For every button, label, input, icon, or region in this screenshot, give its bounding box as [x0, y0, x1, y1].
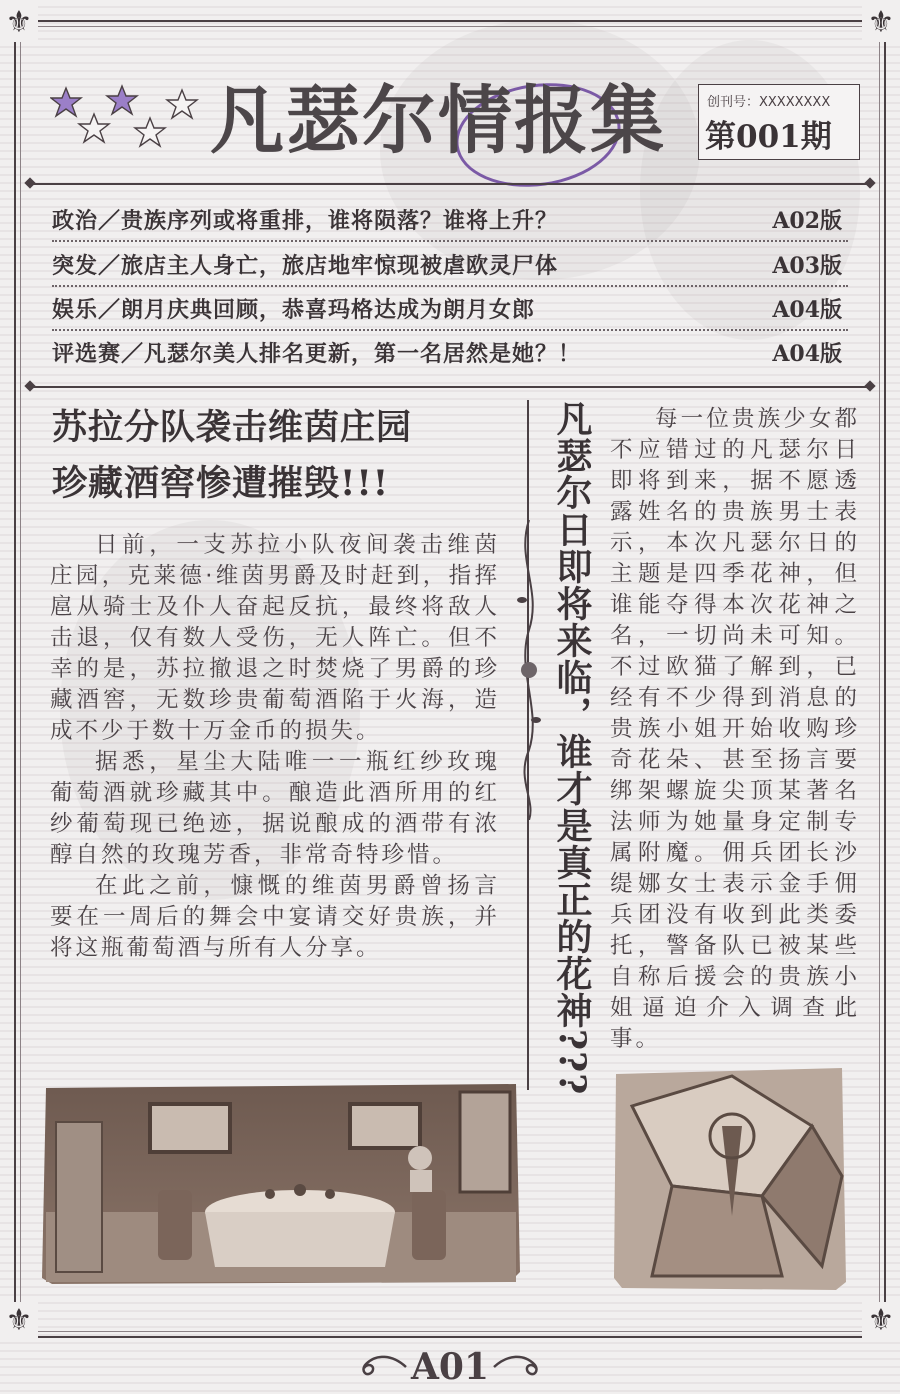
issue-number: 第001期 — [705, 119, 832, 155]
fleur-de-lis-icon: ⚜ — [0, 1302, 38, 1340]
side-article-title: 凡瑟尔日即将来临，谁才是真正的花神??? — [551, 400, 593, 1096]
lead-title-line: 苏拉分队袭击维茵庄园 — [52, 407, 413, 448]
fleur-de-lis-icon: ⚜ — [862, 1302, 900, 1340]
fleur-de-lis-icon: ⚜ — [862, 4, 900, 42]
dining-room-photo — [40, 1082, 522, 1286]
lead-title-line: 珍藏酒窖惨遭摧毁!!! — [52, 463, 390, 504]
headline-row — [52, 200, 848, 242]
issue-box — [698, 84, 860, 160]
headline-text: 突发／旅店主人身亡，旅店地牢惊现被虐欧灵尸体 — [52, 253, 559, 279]
right-flourish-icon — [492, 1352, 548, 1382]
headline-section: A04版 — [772, 341, 842, 367]
headline-section: A02版 — [772, 208, 842, 234]
headline-row — [52, 333, 848, 375]
headline-section: A03版 — [772, 253, 842, 279]
page-number: A01 — [410, 1346, 490, 1388]
lead-paragraph: 在此之前，慷慨的维茵男爵曾扬言要在一周后的舞会中宴请交好贵族，并将这瓶葡萄酒与所有人分享。 — [50, 873, 500, 961]
headline-text: 娱乐／朗月庆典回顾，恭喜玛格达成为朗月女郎 — [52, 297, 536, 323]
edition-label: 创刊号：XXXXXXXX — [707, 95, 831, 110]
headline-section: A04版 — [772, 297, 842, 323]
headlines-bottom-rule — [30, 386, 870, 388]
side-paragraph: 每一位贵族少女都不应错过的凡瑟尔日即将到来，据不愿透露姓名的贵族男士表示，本次凡瑟尔日的主题是四季花神，但谁能夺得本次花神之名，一切尚未可知。不过欧猫了解到，已经有不少得到消息的贵族小姐开始收购珍奇花朵、甚至扬言要绑架螺旋尖顶某著名法师为她量身定制专属附魔。佣兵团长沙缇娜女士表示金手佣兵团没有收到此类委托，警备队已被某些自称后援会的贵族小姐逼迫介入调查此事。 — [610, 406, 860, 1052]
decorative-stars-icon — [50, 84, 200, 154]
side-article-body — [610, 404, 860, 1055]
lead-paragraph: 据悉，星尘大陆唯一一瓶红纱玫瑰葡萄酒就珍藏其中。酿造此酒所用的红纱葡萄现已绝迹，据说酿成的酒带有浓醇自然的玫瑰芳香，非常奇特珍惜。 — [50, 749, 500, 868]
headline-text: 评选赛／凡瑟尔美人排名更新，第一名居然是她？！ — [52, 341, 582, 367]
headline-row — [52, 289, 848, 331]
headline-text: 政治／贵族序列或将重排，谁将陨落？谁将上升？ — [52, 208, 559, 234]
left-flourish-icon — [352, 1352, 408, 1382]
headline-row — [52, 245, 848, 287]
lead-paragraph: 日前，一支苏拉小队夜间袭击维茵庄园，克莱德·维茵男爵及时赶到，指挥扈从骑士及仆人奋起反抗，最终将敌人击退，仅有数人受伤，无人阵亡。但不幸的是，苏拉撤退之时焚烧了男爵的珍藏酒窖，无数珍贵葡萄酒陷于火海，造成不少于数十万金币的损失。 — [50, 532, 500, 744]
lead-article-body — [50, 530, 500, 964]
top-rule — [30, 183, 870, 185]
stained-glass-photo — [612, 1066, 848, 1292]
vine-ornament-icon — [514, 520, 544, 820]
lead-article-title — [52, 400, 512, 512]
fleur-de-lis-icon: ⚜ — [0, 4, 38, 42]
masthead-title: 凡瑟尔情报集 — [210, 78, 666, 164]
